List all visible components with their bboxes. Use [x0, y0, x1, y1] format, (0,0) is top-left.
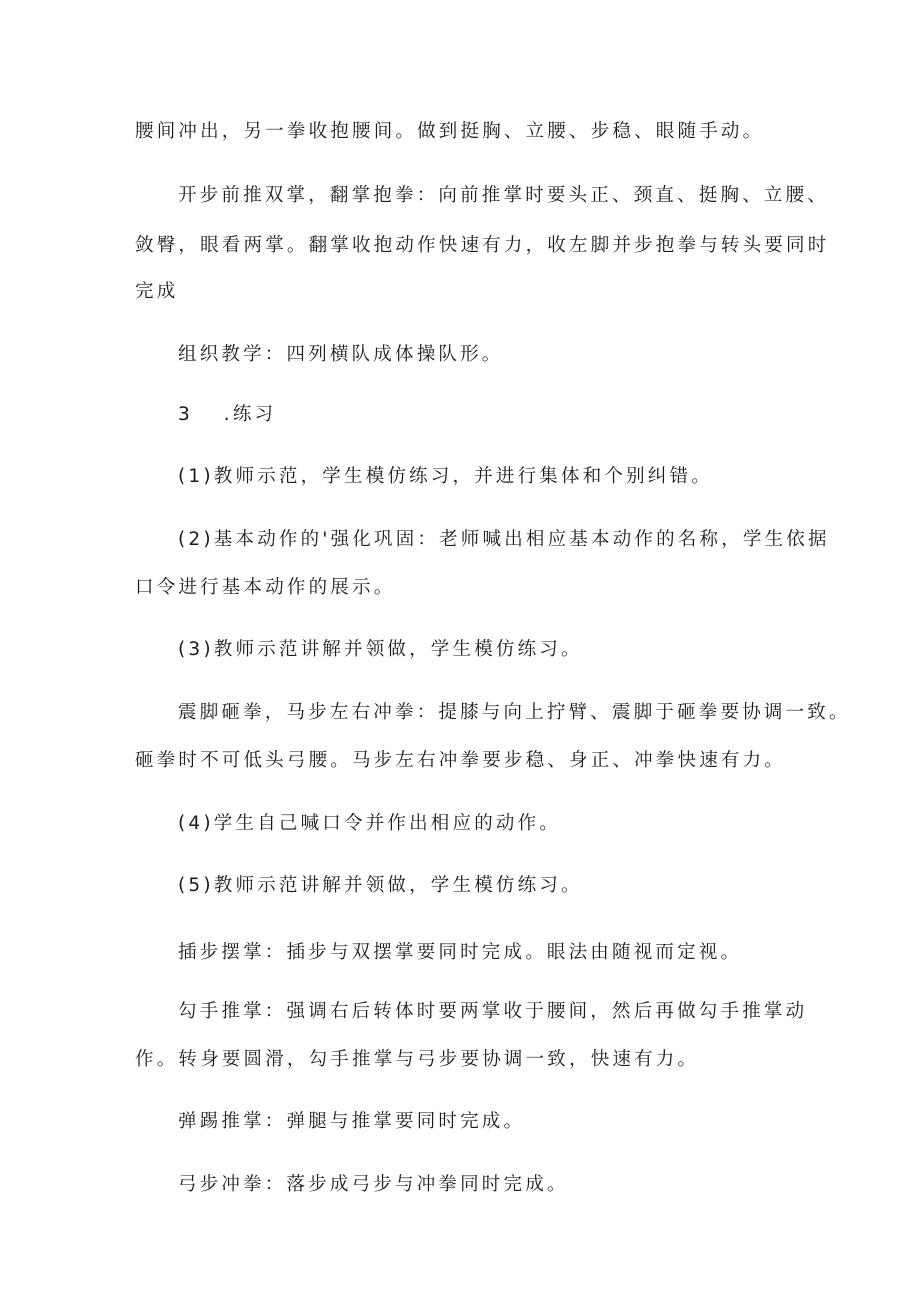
paragraph-line: 完成	[135, 281, 179, 302]
paragraph-line: (2)基本动作的'强化巩固：老师喊出相应基本动作的名称，学生依据	[178, 529, 830, 550]
paragraph-line: 口令进行基本动作的展示。	[135, 577, 396, 598]
section-title: .练习	[223, 404, 277, 425]
section-heading	[178, 403, 276, 427]
paragraph-line: 腰间冲出，另一拳收抱腰间。做到挺胸、立腰、步稳、眼随手动。	[135, 121, 765, 142]
paragraph-line: (1)教师示范，学生模仿练习，并进行集体和个别纠错。	[178, 466, 713, 487]
paragraph-line: 勾手推掌：强调右后转体时要两掌收于腰间，然后再做勾手推掌动	[178, 1001, 808, 1022]
paragraph-line: (5)教师示范讲解并领做，学生模仿练习。	[178, 875, 583, 896]
paragraph-line: 弹踢推掌：弹腿与推掌要同时完成。	[178, 1111, 526, 1132]
section-number: 3	[178, 404, 190, 425]
paragraph-line: 震脚砸拳，马步左右冲拳：提膝与向上拧臂、震脚于砸拳要协调一致。	[178, 702, 851, 723]
paragraph-line: 弓步冲拳：落步成弓步与冲拳同时完成。	[178, 1174, 569, 1195]
paragraph-line: 敛臀，眼看两掌。翻掌收抱动作快速有力，收左脚并步抱拳与转头要同时	[135, 235, 830, 256]
paragraph-line: (3)教师示范讲解并领做，学生模仿练习。	[178, 639, 583, 660]
paragraph-line: 插步摆掌：插步与双摆掌要同时完成。眼法由随视而定视。	[178, 942, 743, 963]
paragraph-line: (4)学生自己喊口令并作出相应的动作。	[178, 813, 562, 834]
paragraph-line: 作。转身要圆滑，勾手推掌与弓步要协调一致，快速有力。	[135, 1049, 700, 1070]
paragraph-line: 开步前推双掌，翻掌抱拳：向前推掌时要头正、颈直、挺胸、立腰、	[178, 185, 830, 206]
paragraph-line: 组织教学：四列横队成体操队形。	[178, 344, 504, 365]
paragraph-line: 砸拳时不可低头弓腰。马步左右冲拳要步稳、身正、冲拳快速有力。	[135, 750, 787, 771]
